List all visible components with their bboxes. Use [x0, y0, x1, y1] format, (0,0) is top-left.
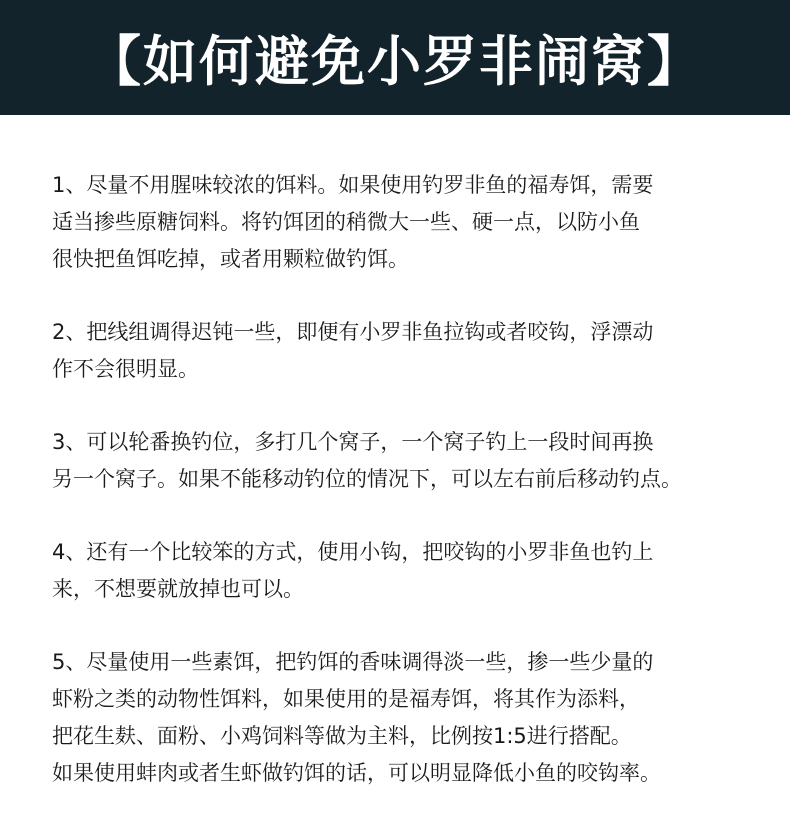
- tip-paragraph-2: 2、把线组调得迟钝一些，即便有小罗非鱼拉钩或者咬钩，浮漂动 作不会很明显。: [52, 320, 654, 381]
- page-title: 【如何避免小罗非闹窝】: [87, 30, 703, 93]
- content-body: [0, 115, 790, 792]
- tip-paragraph-3: 3、可以轮番换钓位，多打几个窝子，一个窝子钓上一段时间再换 另一个窝子。如果不能移动钓位的情况下，可以左右前后移动钓点。: [52, 430, 682, 491]
- tip-paragraph-5: 5、尽量使用一些素饵，把钓饵的香味调得淡一些，掺一些少量的 虾粉之类的动物性饵料，如果使用的是福寿饵，将其作为添料， 把花生麸、面粉、小鸡饲料等做为主料，比例按1:5进行搭配。 如果使用蚌肉或者生虾做钓饵的话，可以明显降低小鱼的咬钩率。: [52, 650, 661, 785]
- tip-paragraph-1: 1、尽量不用腥味较浓的饵料。如果使用钓罗非鱼的福寿饵，需要 适当掺些原糖饲料。将钓饵团的稍微大一些、硬一点，以防小鱼 很快把鱼饵吃掉，或者用颗粒做钓饵。: [52, 173, 654, 271]
- tip-paragraph-4: 4、还有一个比较笨的方式，使用小钩，把咬钩的小罗非鱼也钓上 来，不想要就放掉也可以。: [52, 540, 654, 601]
- header-banner: [0, 0, 790, 115]
